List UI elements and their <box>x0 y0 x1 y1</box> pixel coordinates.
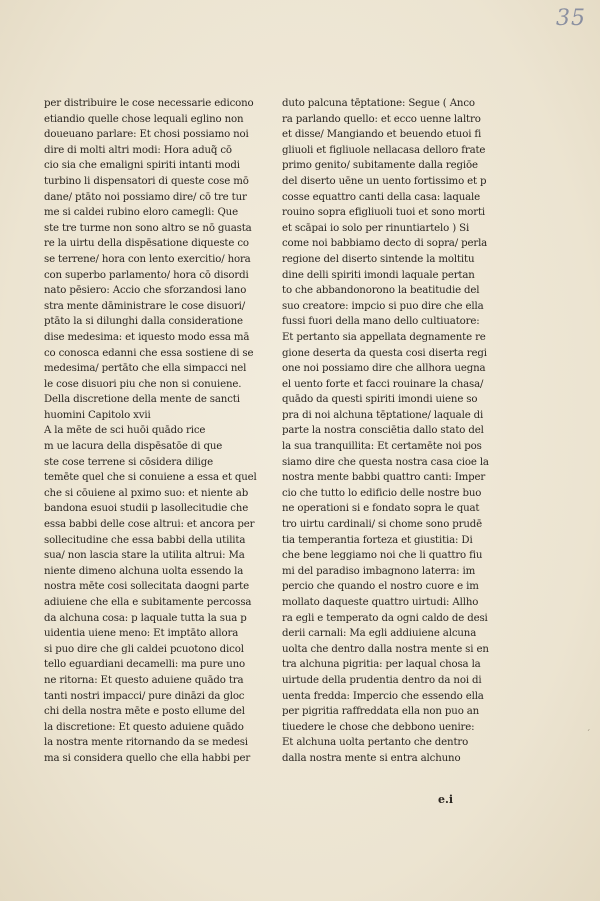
text-line: et scāpai io solo per rinuntiartelo ) Si <box>282 222 470 234</box>
text-line: dise medesima: et iquesto modo essa mā <box>44 331 250 343</box>
text-line: dire di molti altri modi: Hora aduq̃ cō <box>44 144 232 156</box>
text-line: ne operationi si e fondato sopra le quat <box>282 503 480 515</box>
text-line: ste cose terrene si cōsidera dilige <box>44 456 214 468</box>
text-line: medesima/ pertāto che ella simpacci nel <box>44 363 247 375</box>
text-line: huomini Capitolo xvii <box>44 409 151 421</box>
text-line: sollecitudine che essa babbi della utilita <box>44 534 246 546</box>
text-line: uirtude della prudentia dentro da noi di <box>282 674 482 686</box>
text-line: per distribuire le cose necessarie edicono <box>44 98 254 109</box>
text-line: gione deserta da questa cosi diserta regi <box>282 347 487 359</box>
text-line: da alchuna cosa: p laquale tutta la sua p <box>44 612 247 624</box>
text-line: tanti nostri impacci/ pure dināzi da gloc <box>44 690 245 702</box>
text-line: to che abbandonorono la beatitudie del <box>282 285 480 297</box>
text-line: stra mente dāministrare le cose disuori/ <box>44 300 245 312</box>
text-line: pra di noi alchuna tēptatione/ laquale di <box>282 409 484 421</box>
text-line: mollato daqueste quattro uirtudi: Allho <box>282 597 479 608</box>
text-line: le cose disuori piu che non si conuiene. <box>44 378 242 390</box>
text-line: chi della nostra mēte e posto ellume del <box>44 706 245 718</box>
text-line: Et alchuna uolta pertanto che dentro <box>282 737 469 749</box>
text-line: uolta che dentro dalla nostra mente si en <box>282 643 489 655</box>
text-line: etiandio quelle chose lequali eglino non <box>44 113 244 125</box>
text-line: turbino li dispensatori di queste cose mō <box>44 175 249 187</box>
text-line: co conosca edanni che essa sostiene di se <box>44 347 254 359</box>
text-line: che si cōuiene al pximo suo: et niente ab <box>44 487 249 499</box>
folio-number: 35 <box>556 6 586 31</box>
text-line: derii carnali: Ma egli addiuiene alcuna <box>282 628 477 640</box>
text-line: re la uirtu della dispēsatione diqueste co <box>44 238 249 250</box>
text-line: gliuoli et figliuole nellacasa delloro frate <box>282 144 486 156</box>
text-line: fussi fuori della mano dello cultiuatore: <box>282 316 480 328</box>
text-line: Et pertanto sia appellata degnamente re <box>282 331 486 343</box>
text-line: tra alchuna pigritia: per laqual chosa la <box>282 659 481 671</box>
signature-mark: e.i <box>438 793 454 806</box>
text-line: quādo da questi spiriti imondi uiene so <box>282 394 478 406</box>
text-line: per pigritia raffreddata ella non puo an <box>282 706 480 718</box>
text-line: et disse/ Mangiando et beuendo etuoi fi <box>282 129 482 141</box>
text-line: temēte quel che si conuiene a essa et quel <box>44 472 257 484</box>
text-line: dane/ ptāto noi possiamo dire/ cō tre tur <box>44 191 247 203</box>
text-line: siamo dire che questa nostra casa cioe la <box>282 456 489 468</box>
text-line: nato pēsiero: Accio che sforzandosi lano <box>44 285 247 297</box>
text-line: Della discretione della mente de sancti <box>44 394 240 406</box>
text-line: regione del diserto sintende la moltitu <box>282 253 475 265</box>
text-line: ra parlando quello: et ecco uenne laltro <box>282 113 481 125</box>
text-line: come noi babbiamo decto di sopra/ perla <box>282 238 488 250</box>
text-line: si puo dire che gli caldei pcuotono dicol <box>44 643 244 655</box>
text-line: adiuiene che ella e subitamente percossa <box>44 597 252 608</box>
text-line: ste tre turme non sono altro se nō guasta <box>44 222 252 234</box>
text-line: duto palcuna tēptatione: Segue ( Anco <box>282 98 475 109</box>
text-line: uenta fredda: Impercio che essendo ella <box>282 690 484 702</box>
text-line: nostra mēte cosi sollecitata daogni parte <box>44 581 250 593</box>
text-line: cosse equattro canti della casa: laquale <box>282 191 481 203</box>
text-line: del diserto uēne un uento fortissimo et p <box>282 175 487 187</box>
text-line: tia temperantia forteza et giustitia: Di <box>282 534 473 546</box>
text-line: la discretione: Et questo aduiene quādo <box>44 721 244 733</box>
text-line: tello eguardiani decamelli: ma pure uno <box>44 659 246 671</box>
text-line: niente dimeno alchuna uolta essendo la <box>44 565 244 577</box>
margin-mark: ˊ <box>586 730 591 740</box>
right-text-column <box>282 96 492 767</box>
text-line: me si caldei rubino eloro camegli: Que <box>44 207 238 219</box>
text-line: A la mēte de sci huōi quādo rice <box>44 425 206 437</box>
left-text-column <box>44 96 262 767</box>
text-line: con superbo parlamento/ hora cō disordi <box>44 269 249 281</box>
text-line: se terrene/ hora con lento exercitio/ hora <box>44 253 251 265</box>
text-line: ptāto la si dilunghi dalla consideratione <box>44 316 243 328</box>
text-line: sua/ non lascia stare la utilita altrui: Ma <box>44 550 245 562</box>
text-line: cio che tutto lo edificio delle nostre buo <box>282 487 482 499</box>
text-line: parte la nostra consciētia dallo stato del <box>282 425 484 437</box>
text-line: dine delli spiriti imondi laquale pertan <box>282 269 475 281</box>
text-line: percio che quando el nostro cuore e im <box>282 581 479 593</box>
text-line: ra egli e temperato da ogni caldo de desi <box>282 612 488 624</box>
text-line: ne ritorna: Et questo aduiene quādo tra <box>44 674 244 686</box>
text-line: el uento forte et facci rouinare la chasa/ <box>282 378 484 390</box>
text-line: ma si considera quello che ella habbi per <box>44 752 251 764</box>
text-line: tiuedere le chose che debbono uenire: <box>282 721 475 733</box>
text-line: la sua tranquillita: Et certamēte noi pos <box>282 441 482 453</box>
text-line: tro uirtu cardinali/ si chome sono prudē <box>282 519 483 531</box>
text-line: dalla nostra mente si entra alchuno <box>282 752 461 764</box>
text-line: uidentia uiene meno: Et imptāto allora <box>44 628 239 640</box>
text-line: cio sia che emaligni spiriti intanti modi <box>44 160 240 172</box>
text-line: che bene leggiamo noi che li quattro fiu <box>282 550 483 562</box>
text-line: mi del paradiso imbagnono laterra: im <box>282 565 476 577</box>
text-line: nostra mente babbi quattro canti: Imper <box>282 472 486 484</box>
text-line: doueuano parlare: Et chosi possiamo noi <box>44 129 249 141</box>
text-line: la nostra mente ritornando da se medesi <box>44 737 248 749</box>
text-line: bandona esuoi studii p lasollecitudie che <box>44 503 249 515</box>
text-line: one noi possiamo dire che allhora uegna <box>282 363 486 375</box>
text-line: suo creatore: impcio si puo dire che ella <box>282 300 484 312</box>
text-line: essa babbi delle cose altrui: et ancora per <box>44 519 255 531</box>
text-line: m ue lacura della dispēsatōe di que <box>44 441 223 453</box>
text-line: primo genito/ subitamente dalla regiōe <box>282 160 478 172</box>
text-line: rouino sopra efigliuoli tuoi et sono morti <box>282 207 486 219</box>
